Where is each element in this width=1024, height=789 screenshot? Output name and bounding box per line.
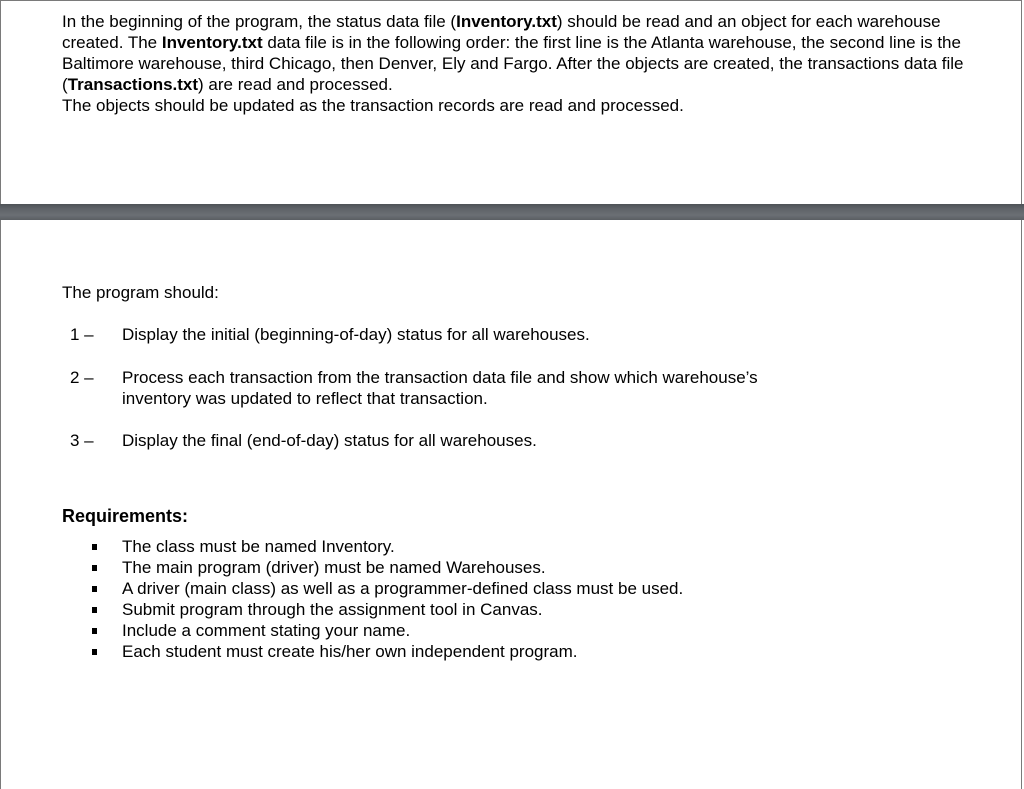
step-text: Display the final (end-of-day) status for all warehouses. (122, 431, 537, 450)
requirement-text: Include a comment stating your name. (122, 621, 411, 640)
requirement-text: Each student must create his/her own independent program. (122, 642, 578, 661)
step-number: 2 – (70, 368, 94, 387)
intro-text-4: ) are read and processed. (198, 75, 393, 94)
intro-text-2: ) should be read and an object for each warehouse created. The (62, 12, 941, 52)
list-item (91, 641, 683, 662)
step-number: 3 – (70, 431, 94, 450)
program-heading: The program should: (62, 283, 219, 302)
intro-paragraph (62, 11, 982, 116)
list-item (91, 557, 683, 578)
intro-text-5: The objects should be updated as the transaction records are read and processed. (62, 96, 684, 115)
inventory-filename-2: Inventory.txt (161, 33, 263, 52)
square-bullet-icon (92, 607, 97, 613)
document-page-bottom (0, 220, 1022, 789)
intro-text-1: In the beginning of the program, the status data file ( (62, 12, 457, 31)
square-bullet-icon (92, 565, 97, 571)
square-bullet-icon (92, 628, 97, 634)
requirement-text: Submit program through the assignment tool in Canvas. (122, 600, 543, 619)
page-divider (0, 204, 1024, 220)
transactions-filename: Transactions.txt (67, 75, 199, 94)
list-item (91, 599, 683, 620)
document-page-top (0, 0, 1022, 204)
list-item (91, 578, 683, 599)
square-bullet-icon (92, 649, 97, 655)
inventory-filename: Inventory.txt (456, 12, 557, 31)
list-item (91, 536, 683, 557)
square-bullet-icon (92, 586, 97, 592)
requirement-text: The main program (driver) must be named Warehouses. (122, 558, 546, 577)
requirements-list (91, 536, 683, 662)
step-number: 1 – (70, 325, 94, 344)
step-text: Process each transaction from the transaction data file and show which warehouse’s inventory was updated to reflect that transaction. (122, 368, 758, 408)
intro-text-3: data file is in the following order: the first line is the Atlanta warehouse, the second line is the Baltimore warehouse, third Chicago, then Denver, Ely and Fargo. After the objects are created, the transactions data file ( (62, 33, 964, 94)
square-bullet-icon (92, 544, 97, 550)
list-item (91, 620, 683, 641)
step-text: Display the initial (beginning-of-day) status for all warehouses. (122, 325, 590, 344)
requirement-text: The class must be named Inventory. (122, 537, 395, 556)
requirement-text: A driver (main class) as well as a programmer-defined class must be used. (122, 579, 684, 598)
requirements-heading: Requirements: (62, 506, 189, 526)
